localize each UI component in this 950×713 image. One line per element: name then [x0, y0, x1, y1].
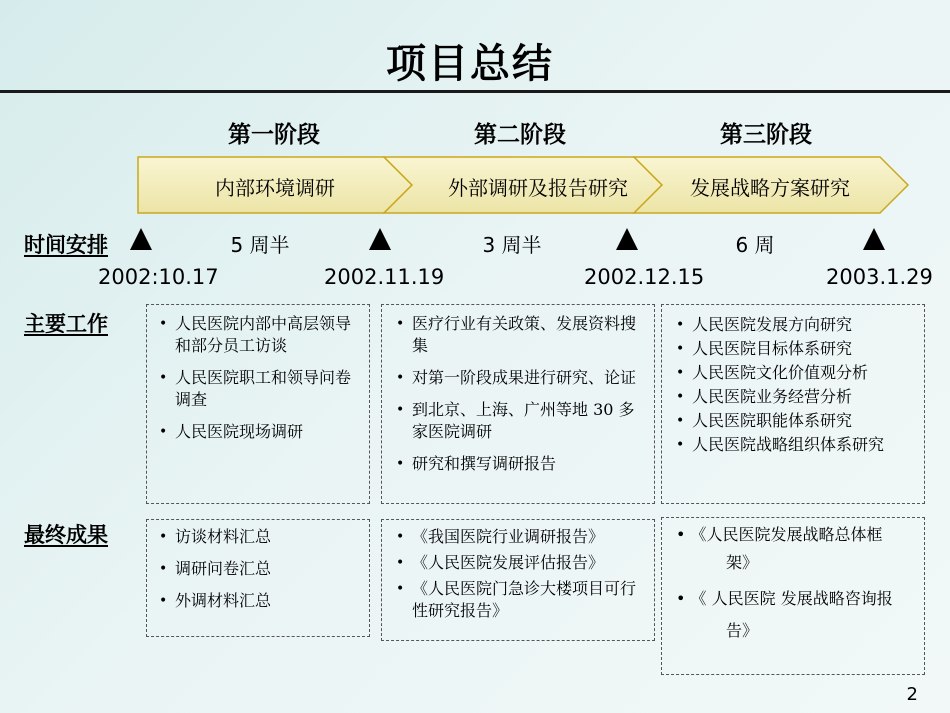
title-rule [0, 90, 950, 93]
duration-phase-3: 6 周 [735, 233, 775, 257]
phase-2-title: 第二阶段 [474, 122, 566, 148]
list-item: • 访谈材料汇总 [159, 527, 272, 546]
result-item: • 《人民医院发展战略总体框 架》 [676, 525, 883, 572]
chevron-label-3: 发展战略方案研究 [690, 176, 850, 200]
bullet-icon: • [676, 317, 685, 333]
list-item: • 人民医院目标体系研究 [670, 337, 920, 361]
list-item: • 人民医院现场调研 [159, 422, 304, 441]
date-1: 2002:10.17 [98, 265, 219, 289]
bullet-icon: • [676, 389, 685, 405]
list-item: • 外调材料汇总 [159, 591, 272, 610]
work-box-phase-3 [661, 304, 925, 504]
milestone-triangle-2 [369, 228, 391, 250]
bullet-icon: • [159, 561, 168, 577]
work-label: 主要工作 [24, 312, 108, 336]
result-item: • 《 人民医院 发展战略咨询报 告》 [676, 589, 893, 640]
bullet-icon: • [159, 370, 168, 386]
bullet-icon: • [159, 593, 168, 609]
bullet-icon: • [396, 581, 405, 597]
bullet-icon: • [676, 525, 691, 544]
list-item: • 对第一阶段成果进行研究、论证 [396, 368, 637, 387]
page-number: 2 [906, 684, 918, 705]
bullet-icon: • [396, 402, 405, 418]
list-item: • 《人民医院发展评估报告》 [396, 553, 605, 572]
bullet-icon: • [676, 413, 685, 429]
bullet-icon: • [159, 316, 168, 332]
bullet-icon: • [676, 341, 685, 357]
results-label: 最终成果 [24, 523, 108, 547]
list-item: • 《人民医院门急诊大楼项目可行性研究报告》 [396, 579, 637, 620]
list-item: • 到北京、上海、广州等地 30 多家医院调研 [396, 400, 635, 441]
date-4: 2003.1.29 [826, 265, 933, 289]
results-box-phase-2 [381, 519, 655, 641]
list-item: • 人民医院文化价值观分析 [670, 361, 920, 385]
page-title: 项目总结 [386, 41, 554, 87]
list-item: • 人民医院内部中高层领导和部分员工访谈 [159, 314, 352, 355]
results-box-phase-1 [146, 519, 370, 637]
bullet-icon: • [159, 529, 168, 545]
work-box-phase-2 [381, 304, 655, 504]
bullet-icon: • [396, 529, 405, 545]
schedule-label: 时间安排 [24, 233, 108, 257]
bullet-icon: • [676, 437, 685, 453]
phase-3-title: 第三阶段 [720, 122, 812, 148]
bullet-icon: • [676, 589, 691, 608]
milestone-triangle-3 [616, 228, 638, 250]
date-3: 2002.12.15 [584, 265, 705, 289]
chevron-label-1: 内部环境调研 [215, 176, 335, 200]
list-item: • 医疗行业有关政策、发展资料搜集 [396, 314, 637, 355]
bullet-icon: • [396, 370, 405, 386]
list-item: • 人民医院发展方向研究 [670, 313, 920, 337]
list-item: • 人民医院战略组织体系研究 [670, 433, 920, 457]
results-box-phase-3 [661, 517, 925, 675]
date-2: 2002.11.19 [324, 265, 445, 289]
list-item: • 调研问卷汇总 [159, 559, 272, 578]
bullet-icon: • [396, 316, 405, 332]
chevron-label-2: 外部调研及报告研究 [448, 176, 628, 200]
milestone-triangle-4 [863, 228, 885, 250]
list-item: • 《我国医院行业调研报告》 [396, 527, 605, 546]
milestone-triangle-1 [130, 228, 152, 250]
work-box-phase-1 [146, 304, 370, 504]
bullet-icon: • [159, 424, 168, 440]
bullet-icon: • [396, 456, 405, 472]
list-item: • 研究和撰写调研报告 [396, 454, 557, 473]
list-item: • 人民医院职能体系研究 [670, 409, 920, 433]
duration-phase-2: 3 周半 [482, 233, 542, 257]
bullet-icon: • [396, 555, 405, 571]
list-item: • 人民医院职工和领导问卷调查 [159, 368, 352, 409]
duration-phase-1: 5 周半 [230, 233, 290, 257]
bullet-icon: • [676, 365, 685, 381]
list-item: • 人民医院业务经营分析 [670, 385, 920, 409]
phase-1-title: 第一阶段 [228, 122, 320, 148]
